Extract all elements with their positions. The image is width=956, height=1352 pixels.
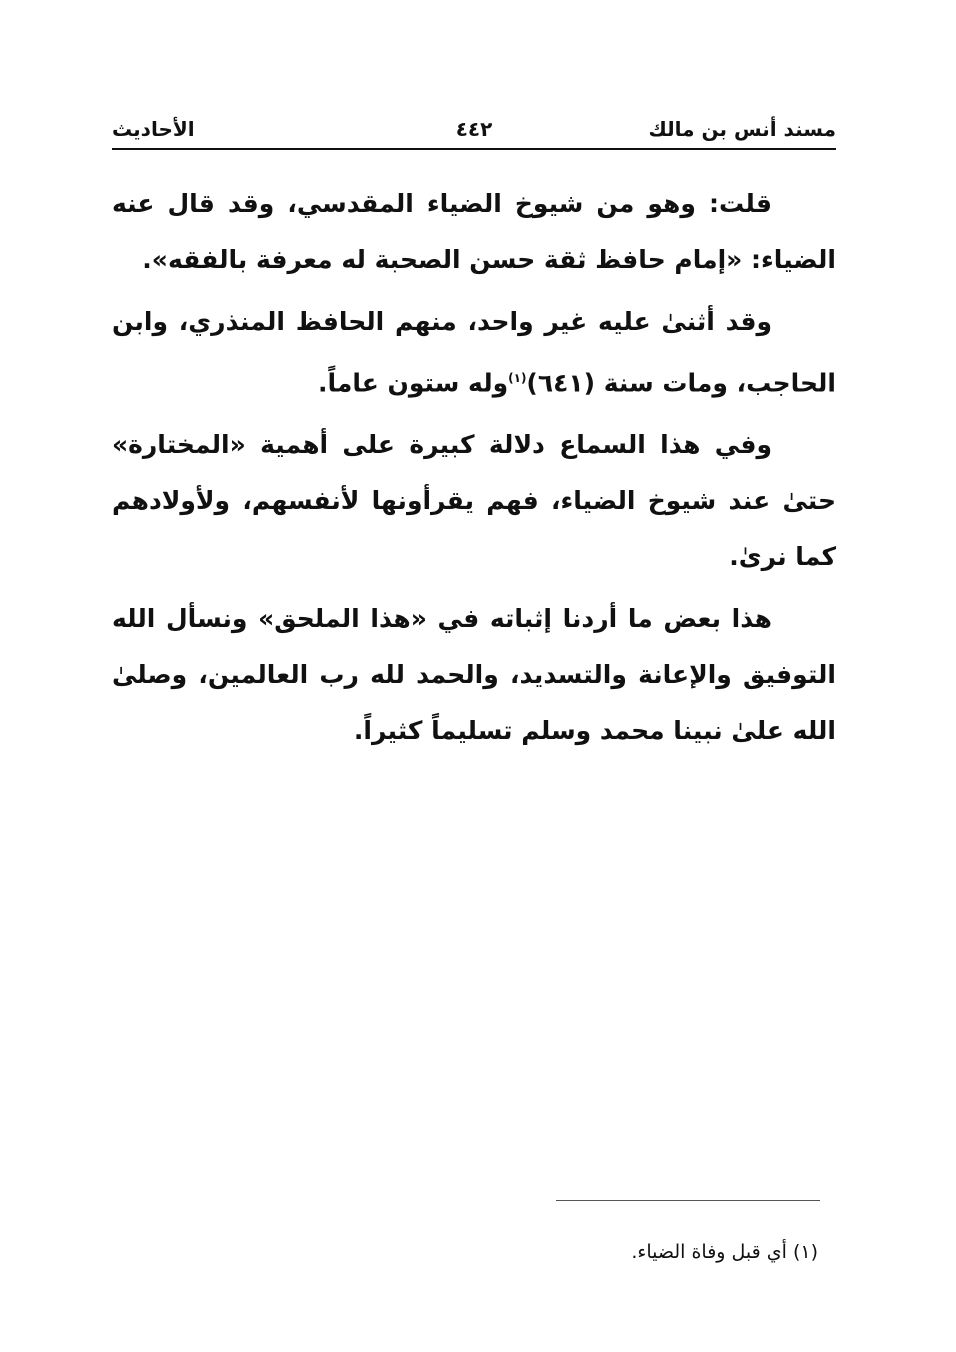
page-header bbox=[112, 112, 836, 146]
paragraph-4: هذا بعض ما أردنا إثباته في «هذا الملحق» ونسأل الله التوفيق والإعانة والتسديد، والحمد لله رب العالمين، وصلىٰ الله علىٰ نبينا محمد وسلم تسليماً كثيراً. bbox=[112, 604, 836, 746]
paragraph-1: قلت: وهو من شيوخ الضياء المقدسي، وقد قال عنه الضياء: «إمام حافظ ثقة حسن الصحبة له معرفة بالفقه». bbox=[112, 189, 836, 274]
paragraph-3: وفي هذا السماع دلالة كبيرة على أهمية «المختارة» حتىٰ عند شيوخ الضياء، فهم يقرأونها لأنفسهم، ولأولادهم كما نرىٰ. bbox=[112, 430, 836, 572]
section-title: الأحاديث bbox=[112, 117, 195, 141]
main-text bbox=[112, 176, 836, 765]
footnote-reference: (١) bbox=[508, 371, 527, 385]
page-number: ٤٤٢ bbox=[455, 117, 493, 141]
footnote-divider bbox=[556, 1200, 820, 1201]
header-divider bbox=[112, 148, 836, 150]
paragraph-2-text: وقد أثنىٰ عليه غير واحد، منهم الحافظ المنذري، وابن الحاجب، ومات سنة (٦٤١) bbox=[112, 307, 836, 398]
book-title: مسند أنس بن مالك bbox=[648, 117, 836, 141]
paragraph-2-tail: وله ستون عاماً. bbox=[318, 368, 509, 398]
paragraph-2 bbox=[112, 294, 836, 411]
footnote: (١) أي قبل وفاة الضياء. bbox=[631, 1241, 818, 1263]
